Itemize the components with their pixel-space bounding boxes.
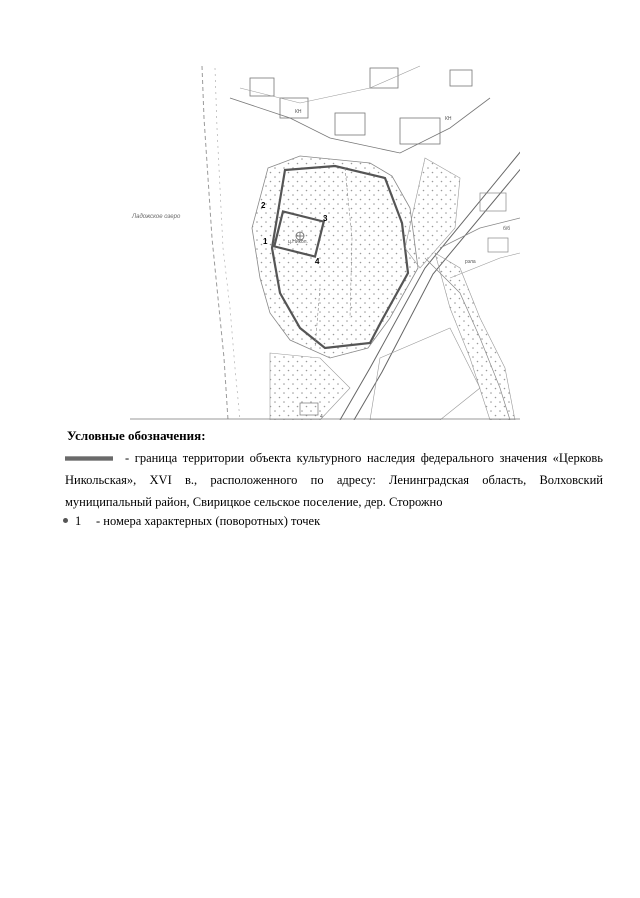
legend-title: Условные обозначения: (67, 428, 206, 443)
plot-label-2: б/б (503, 226, 511, 232)
point-number-sample: 1 (75, 514, 82, 528)
north-road-2 (240, 66, 420, 103)
point-3: 3 (323, 214, 328, 223)
point-1: 1 (263, 237, 268, 246)
church-label: ц.Никол. (288, 239, 308, 245)
point-2: 2 (261, 201, 266, 210)
point-4: 4 (315, 257, 320, 266)
building-label-2: КН (445, 116, 452, 122)
southeast-dotted-strip (435, 253, 515, 420)
lake-shoreline (202, 66, 228, 420)
building-6 (450, 70, 472, 86)
lake-shoreline-inner (215, 68, 240, 420)
building-2 (280, 98, 308, 118)
point-legend-text: - номера характерных (поворотных) точек (96, 514, 321, 528)
boundary-legend-text: - граница территории объекта культурного наследия федерального значения «Церковь Никольская», XVI в., расположенного по адресу: Ленинградская область, Волховский муниципальный район, Свирицкое сельское поселение, дер. Сторожно (65, 451, 603, 509)
building-1 (335, 113, 365, 135)
building-4 (400, 118, 440, 144)
cemetery-dotted-area (252, 156, 418, 358)
north-road (230, 98, 490, 153)
lake-label: Ладожское озеро (132, 214, 181, 220)
site-map (120, 58, 520, 420)
plot-east-2 (488, 238, 508, 252)
plot-label-1: рзла (465, 259, 476, 265)
south-label-1: 4 (320, 414, 323, 420)
building-5 (370, 68, 398, 88)
cadastral-map-svg (120, 58, 520, 420)
south-plot (270, 353, 350, 420)
point-marker-dot (63, 518, 68, 523)
building-label-1: КН (295, 109, 302, 115)
